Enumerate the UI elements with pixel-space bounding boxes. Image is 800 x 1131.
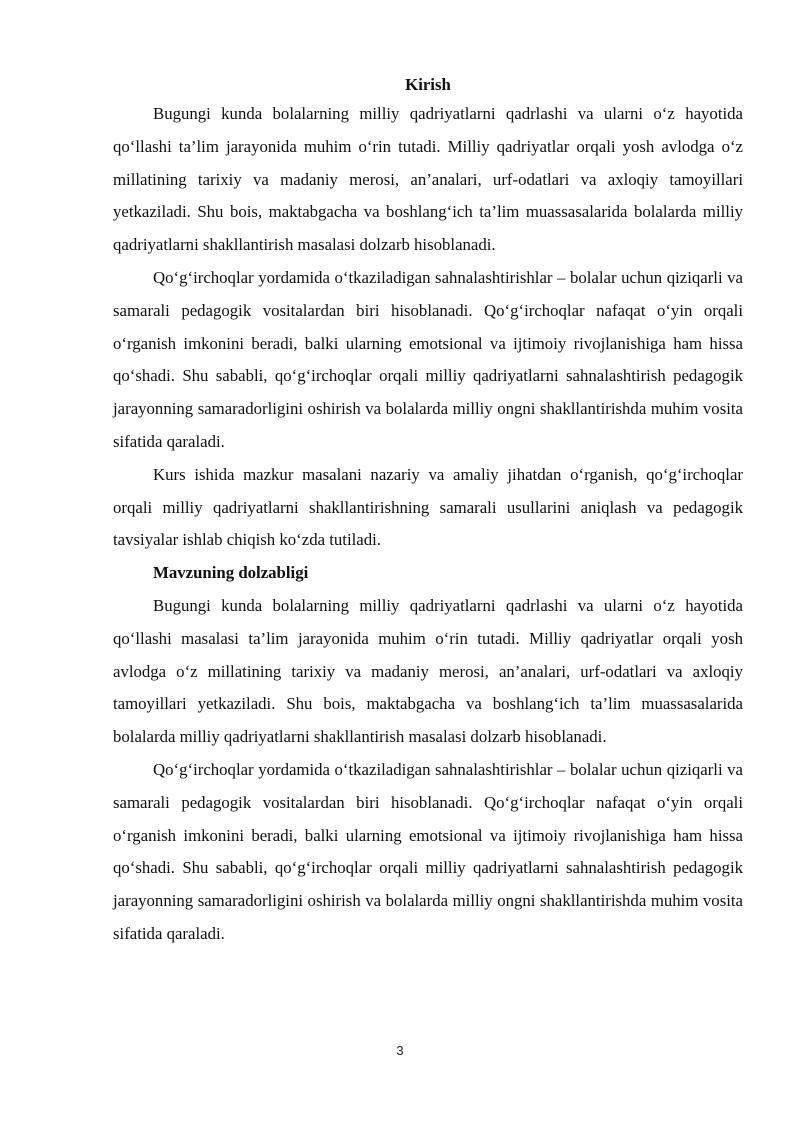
section-heading: Kirish: [405, 75, 451, 94]
intro-paragraph-2: Qo‘g‘irchoqlar yordamida o‘tkaziladigan sahnalashtirishlar – bolalar uchun qiziqarli va samarali pedagogik vositalardan biri hisoblanadi. Qo‘g‘irchoqlar nafaqat o‘yin orqali o‘rganish imkonini beradi, balki ularning emotsional va ijtimoiy rivojlanishiga ham hissa qo‘shadi. Shu sababli, qo‘g‘irchoqlar orqali milliy qadriyatlarni sahnalashtirish pedagogik jarayonning samaradorligini oshirish va bolalarda milliy ongni shakllantirishda muhim vosita sifatida qaraladi.: [113, 267, 743, 451]
intro-paragraph-3: Kurs ishida mazkur masalani nazariy va amaliy jihatdan o‘rganish, qo‘g‘irchoqlar orqali milliy qadriyatlarni shakllantirishning samarali usullarini aniqlash va pedagogik tavsiyalar ishlab chiqish ko‘zda tutiladi.: [113, 464, 743, 550]
intro-paragraph-1: Bugungi kunda bolalarning milliy qadriyatlarni qadrlashi va ularni o‘z hayotida qo‘llashi ta’lim jarayonida muhim o‘rin tutadi. Milliy qadriyatlar orqali yosh avlodga o‘z millatining tarixiy va madaniy merosi, an’analari, urf-odatlari va axloqiy tamoyillari yetkaziladi. Shu bois, maktabgacha va boshlang‘ich ta’lim muassasalarida bolalarda milliy qadriyatlarni shakllantirish masalasi dolzarb hisoblanadi.: [113, 104, 743, 255]
page-number: 3: [396, 1043, 404, 1058]
subsection-heading: Mavzuning dolzabligi: [153, 563, 309, 583]
relevance-paragraph-1: Bugungi kunda bolalarning milliy qadriyatlarni qadrlashi va ularni o‘z hayotida qo‘llashi masalasi ta’lim jarayonida muhim o‘rin tutadi. Milliy qadriyatlar orqali yosh avlodga o‘z millatining tarixiy va madaniy merosi, an’analari, urf-odatlari va axloqiy tamoyillari yetkaziladi. Shu bois, maktabgacha va boshlang‘ich ta’lim muassasalarida bolalarda milliy qadriyatlarni shakllantirish masalasi dolzarb hisoblanadi.: [113, 595, 743, 747]
relevance-paragraph-2: Qo‘g‘irchoqlar yordamida o‘tkaziladigan sahnalashtirishlar – bolalar uchun qiziqarli va samarali pedagogik vositalardan biri hisoblanadi. Qo‘g‘irchoqlar nafaqat o‘yin orqali o‘rganish imkonini beradi, balki ularning emotsional va ijtimoiy rivojlanishiga ham hissa qo‘shadi. Shu sababli, qo‘g‘irchoqlar orqali milliy qadriyatlarni sahnalashtirish pedagogik jarayonning samaradorligini oshirish va bolalarda milliy ongni shakllantirishda muhim vosita sifatida qaraladi.: [113, 759, 743, 943]
document-page: [113, 72, 743, 951]
